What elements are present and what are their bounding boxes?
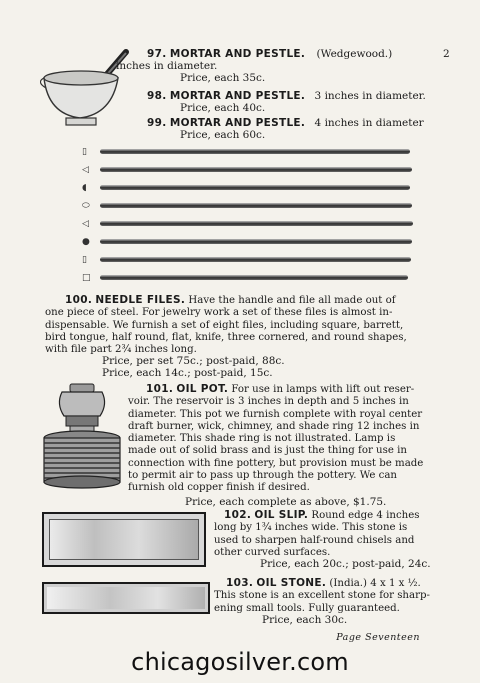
needle-file [100, 221, 413, 226]
needle-file [100, 257, 411, 262]
needle-file [100, 185, 410, 190]
mortar-bowl [40, 71, 118, 125]
watermark: chicagosilver.com [131, 648, 349, 676]
item-100-line-2: one piece of steel. For jewelry work a set of these files is almost in- [45, 307, 393, 319]
item-99-price: Price, each 60c. [180, 129, 266, 141]
item-102-line-3: used to sharpen half-round chisels and [214, 534, 415, 546]
item-101-line-1 [128, 383, 451, 396]
item-97-number: 97. [147, 48, 167, 60]
item-103-line-2: This stone is an excellent stone for sharp- [214, 590, 430, 602]
item-99-title: MORTAR AND PESTLE. [169, 117, 306, 129]
file-tip-bird-tongue: ● [82, 237, 90, 247]
item-97-heading [147, 48, 392, 61]
needle-file [100, 167, 412, 172]
item-103-line-1 [214, 577, 452, 590]
item-100-line-3: dispensable. We furnish a set of eight files, including square, barrett, [45, 319, 404, 331]
item-97-price: Price, each 35c. [180, 72, 266, 84]
oil-slip-illustration [42, 512, 206, 567]
oil-pot-illustration [40, 382, 125, 492]
item-100-title: NEEDLE FILES. [95, 294, 186, 306]
item-103-number: 103. [226, 577, 254, 589]
file-tip-square: ▯ [82, 147, 87, 157]
item-102-number: 102. [224, 509, 252, 521]
needle-file [100, 239, 412, 244]
item-100-price-set: Price, per set 75c.; post-paid, 88c. [102, 355, 285, 367]
item-101-line-4: draft burner, wick, chimney, and shade ring 12 inches in [128, 420, 420, 432]
item-101-line-7: connection with fine pottery, but provision must be made [128, 457, 424, 469]
item-103-description [214, 577, 452, 615]
file-tip-round: ⬭ [82, 201, 90, 211]
item-102-description [214, 509, 452, 559]
item-97-note: (Wedgewood.) [316, 48, 393, 60]
needle-files-illustration [78, 145, 413, 290]
oil-stone-illustration [42, 582, 210, 614]
item-99-size: 4 inches in diameter [314, 117, 424, 129]
page-number: Page Seventeen [336, 632, 420, 643]
item-102-price: Price, each 20c.; post-paid, 24c. [260, 558, 431, 570]
item-98-price: Price, each 40c. [180, 102, 266, 114]
item-99-number: 99. [147, 117, 167, 129]
item-101-text: For use in lamps with lift out reser- [231, 384, 415, 395]
item-101-line-8: to permit air to pass up through the pottery. We can [128, 470, 397, 482]
item-101-title: OIL POT. [176, 383, 229, 395]
item-103-title: OIL STONE. [256, 577, 327, 589]
item-98-size: 3 inches in diameter. [314, 90, 426, 102]
item-98-title: MORTAR AND PESTLE. [169, 90, 306, 102]
needle-file [100, 149, 410, 154]
item-101-description [128, 383, 451, 495]
item-100-number: 100. [65, 294, 93, 306]
item-97-size-b: inches in diameter. [116, 60, 218, 72]
item-101-line-5: diameter. This shade ring is not illustrated. Lamp is [128, 433, 396, 445]
file-tip-knife: ◁ [82, 165, 89, 175]
item-102-line-1 [214, 509, 452, 522]
item-102-text: Round edge 4 inches [311, 510, 420, 521]
needle-file [100, 275, 408, 280]
item-103-price: Price, each 30c. [262, 614, 348, 626]
item-100-line-4: bird tongue, half round, flat, knife, three cornered, and round shapes, [45, 331, 407, 343]
item-97-title: MORTAR AND PESTLE. [169, 48, 306, 60]
item-99-heading [147, 117, 424, 130]
item-97-size-a: 2 [443, 48, 450, 60]
item-100-price-each: Price, each 14c.; post-paid, 15c. [102, 367, 273, 379]
item-102-line-4: other curved surfaces. [214, 546, 331, 558]
item-101-line-9: furnish old copper finish if desired. [128, 482, 310, 494]
item-100-line-5: with file part 2¾ inches long. [45, 344, 197, 356]
item-101-price: Price, each complete as above, $1.75. [185, 496, 387, 508]
item-103-text: (India.) 4 x 1 x ½. [329, 578, 421, 589]
item-103-line-3: ening small tools. Fully guaranteed. [214, 602, 400, 614]
item-101-line-3: diameter. This pot we furnish complete with royal center [128, 408, 423, 420]
item-102-line-2: long by 1¾ inches wide. This stone is [214, 522, 408, 534]
item-100-line-1 [45, 294, 451, 307]
item-102-title: OIL SLIP. [254, 509, 309, 521]
needle-file [100, 203, 412, 208]
file-tip-three-cornered: ◁ [82, 219, 89, 229]
file-tip-barrett: □ [82, 273, 91, 283]
item-101-line-2: voir. The reservoir is 3 inches in depth and 5 inches in [128, 396, 409, 408]
item-98-heading [147, 90, 426, 103]
file-tip-flat: ▯ [82, 255, 87, 265]
oil-pot-reservoir [44, 431, 120, 488]
file-tip-half-round: ◖ [82, 183, 87, 193]
item-101-number: 101. [146, 383, 174, 395]
item-101-line-6: made out of solid brass and is just the thing for use in [128, 445, 407, 457]
item-100-description [45, 294, 451, 356]
item-100-text: Have the handle and file all made out of [188, 295, 396, 306]
oil-pot-burner [59, 384, 104, 434]
item-98-number: 98. [147, 90, 167, 102]
